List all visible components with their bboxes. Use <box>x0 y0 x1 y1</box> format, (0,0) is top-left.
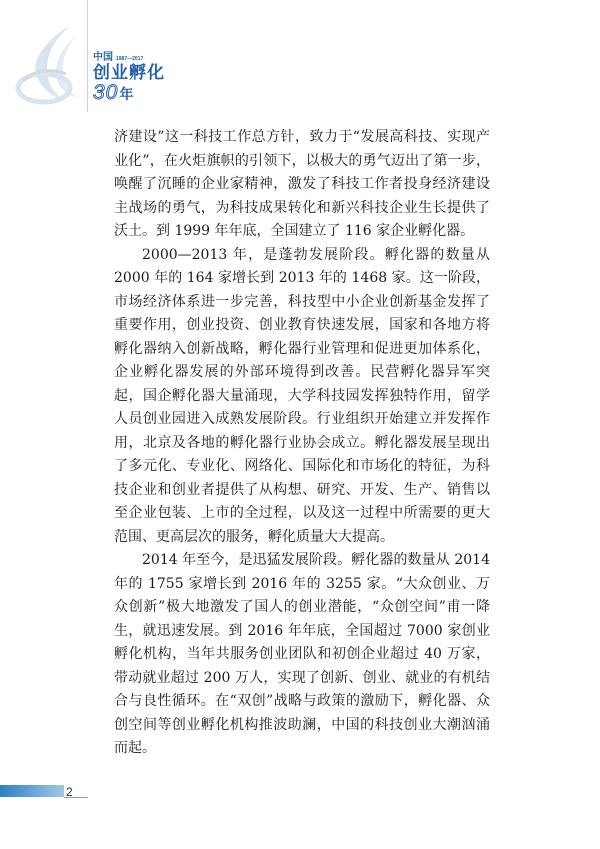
paragraph-2014-now: 2014 年至今，是迅猛发展阶段。孵化器的数量从 2014 年的 1755 家增长到 2016 年的 3255 家。“大众创业、万众创新”极大地激发了国人的创业潜能，“众创空间”甫一降生，就迅速发展。到 2016 年年底，全国超过 7000 家创业孵化机构，当年共服务创业团队和初创企业超过 40 万家，带动就业超过 200 万人，实现了创新、创业、就业的有机结合与良性循环。在“双创”战略与政策的激励下，孵化器、众创空间等创业孵化机构推波助澜，中国的科技创业大潮汹涌而起。 <box>114 552 490 756</box>
brand-country: 中国 <box>93 52 113 63</box>
page-header <box>0 0 600 120</box>
brand-title: 创业孵化 <box>93 63 165 83</box>
body-text <box>114 126 490 761</box>
flame-swoosh-logo-icon <box>14 22 86 108</box>
brand-suffix: 年 <box>119 87 134 103</box>
page-number: 2 <box>66 785 73 799</box>
paragraph-continued: 济建设”这一科技工作总方针，致力于“发展高科技、实现产业化”，在火炬旗帜的引领下，以极大的勇气迈出了第一步，唤醒了沉睡的企业家精神，激发了科技工作者投身经济建设主战场的勇气，为科技成果转化和新兴科技企业生长提供了沃土。到 1999 年年底，全国建立了 116 家企业孵化器。 <box>114 129 490 239</box>
footer-accent-bar <box>0 785 64 797</box>
header-divider <box>87 0 88 112</box>
paragraph-2000-2013: 2000—2013 年，是蓬勃发展阶段。孵化器的数量从 2000 年的 164 家增长到 2013 年的 1468 家。这一阶段，市场经济体系进一步完善，科技型中小企业创新基金发挥了重要作用，创业投资、创业教育快速发展，国家和各地方将孵化器纳入创新战略，孵化器行业管理和促进更加体系化，企业孵化器发展的外部环境得到改善。民营孵化器异军突起，国企孵化器大量涌现，大学科技园发挥独特作用，留学人员创业园进入成熟发展阶段。行业组织开始建立并发挥作用，北京及各地的孵化器行业协会成立。孵化器发展呈现出了多元化、专业化、网络化、国际化和市场化的特征，为科技企业和创业者提供了从构想、研究、开发、生产、销售以至企业包装、上市的全过程，以及这一过程中所需要的更大范围、更高层次的服务，孵化质量大大提高。 <box>114 246 490 545</box>
brand-number: 30 <box>93 81 119 104</box>
brand-years: 1987—2017 <box>116 56 144 62</box>
brand-block <box>93 48 165 104</box>
